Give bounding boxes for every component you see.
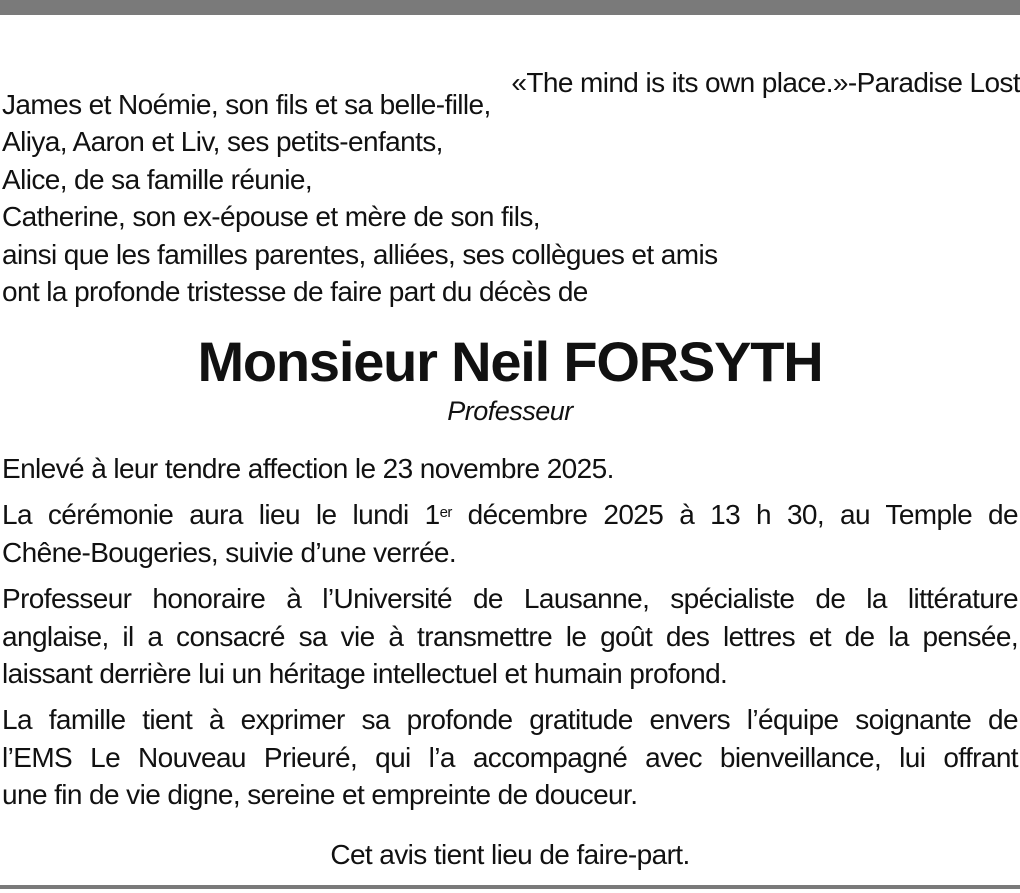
ordinal-suffix: er — [439, 504, 452, 522]
ceremony-text-before: La cérémonie aura lieu le lundi 1 — [2, 499, 440, 531]
top-border-rule — [0, 0, 1020, 15]
family-line: ont la profonde tristesse de faire part du décès de — [2, 276, 588, 308]
family-line: ainsi que les familles parentes, alliées, ses collègues et amis — [2, 238, 718, 270]
family-line: James et Noémie, son fils et sa belle-fille, — [2, 89, 491, 120]
gratitude-line: une fin de vie digne, sereine et empreinte de douceur. — [2, 779, 638, 811]
deceased-title: Professeur — [447, 396, 573, 426]
gratitude-paragraph — [2, 701, 1018, 813]
family-announcement — [2, 86, 717, 310]
deceased-name: Monsieur Neil FORSYTH — [197, 330, 823, 393]
death-date-paragraph — [2, 450, 1018, 487]
biography-line: Professeur honoraire à l’Université de Lausanne, spécialiste de la littérature — [2, 583, 1018, 615]
gratitude-line: La famille tient à exprimer sa profonde gratitude envers l’équipe soignante de — [2, 704, 1018, 736]
biography-line: laissant derrière lui un héritage intellectuel et humain profond. — [2, 658, 728, 690]
ceremony-line-1 — [2, 496, 1018, 533]
family-line: Alice, de sa famille réunie, — [2, 163, 313, 195]
gratitude-line: l’EMS Le Nouveau Prieuré, qui l’a accompagné avec bienveillance, lui offrant — [2, 741, 1018, 773]
family-line: Catherine, son ex-épouse et mère de son fils, — [2, 201, 540, 233]
bottom-border-rule — [0, 885, 1020, 889]
epigraph-quote: «The mind is its own place.»-Paradise Lost — [511, 67, 1020, 98]
notice-body — [2, 450, 1018, 823]
biography-line: anglaise, il a consacré sa vie à transmettre le goût des lettres et de la pensée, — [2, 620, 1018, 652]
death-date-line: Enlevé à leur tendre affection le 23 novembre 2025. — [2, 453, 614, 484]
biography-paragraph — [2, 580, 1018, 692]
ceremony-paragraph — [2, 496, 1018, 571]
ceremony-line-2: Chêne-Bougeries, suivie d’une verrée. — [2, 536, 457, 568]
ceremony-text-after: décembre 2025 à 13 h 30, au Temple de — [451, 499, 1018, 531]
closing-line: Cet avis tient lieu de faire-part. — [330, 839, 690, 870]
family-line: Aliya, Aaron et Liv, ses petits-enfants, — [2, 126, 443, 158]
